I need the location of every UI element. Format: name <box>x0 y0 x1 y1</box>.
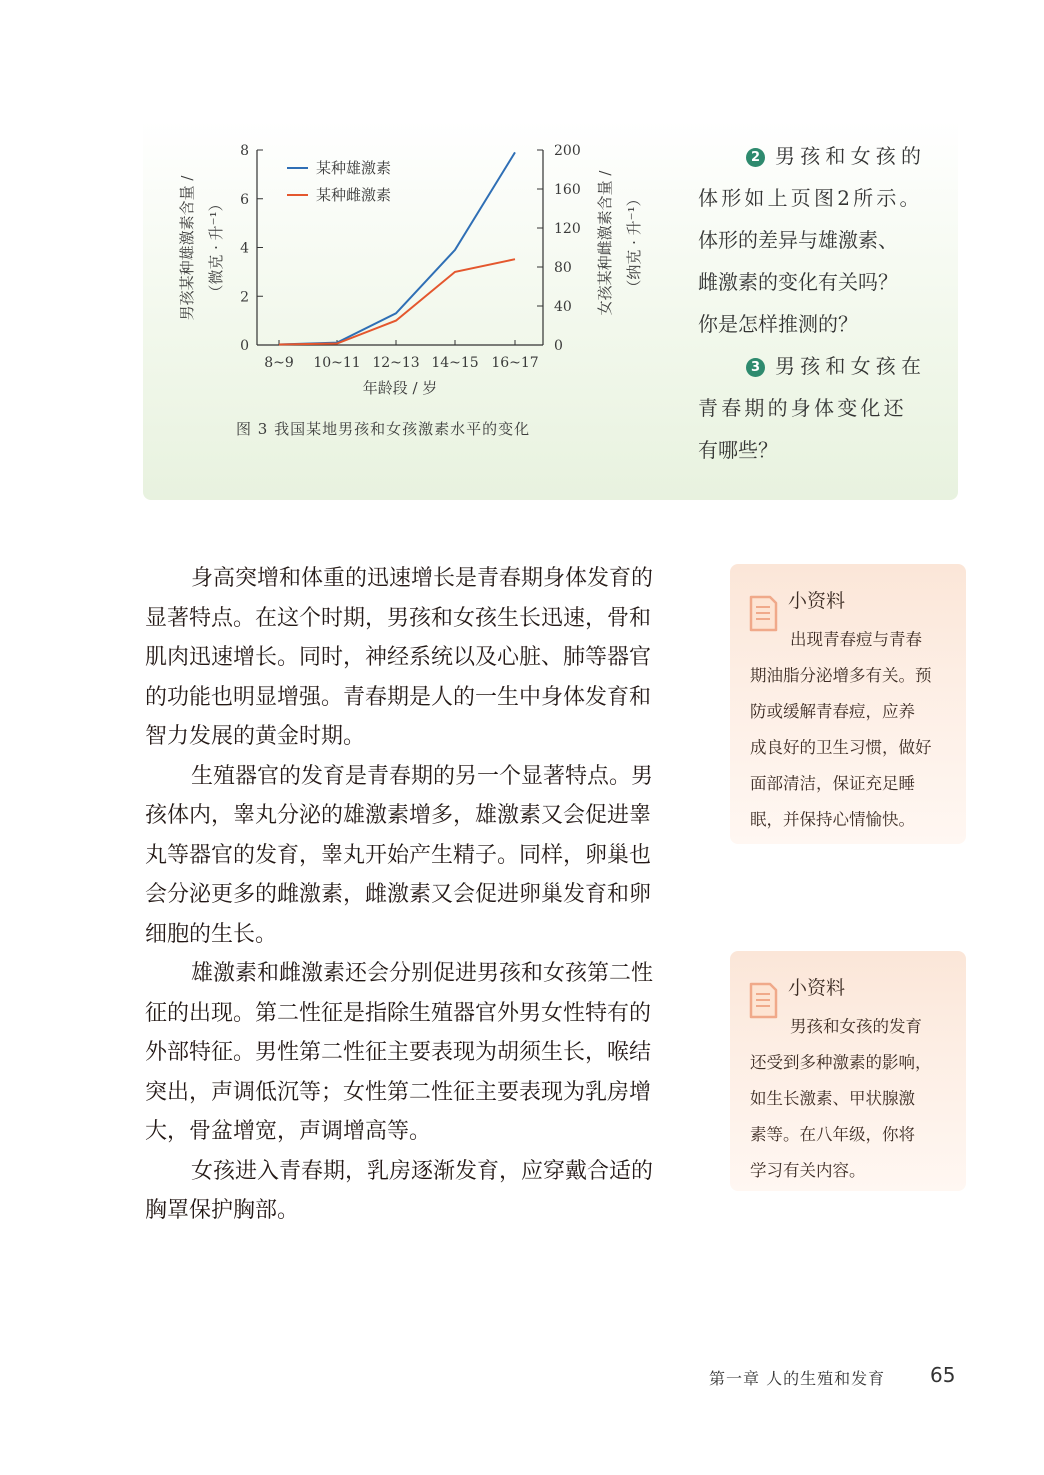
info-box-line: 男孩和女孩的发育 <box>790 1017 922 1036</box>
chapter-footer: 第一章 人的生殖和发育 <box>709 1369 886 1388</box>
info-box-line: 还受到多种激素的影响， <box>750 1053 932 1072</box>
question-3-line: 有哪些？ <box>698 438 778 462</box>
y-right-tick-label: 160 <box>554 182 581 198</box>
x-tick-label: 14~15 <box>431 355 479 371</box>
question-2-line: 雌激素的变化有关吗？ <box>698 270 898 294</box>
info-box-line: 如生长激素、甲状腺激 <box>750 1089 915 1108</box>
figure-caption: 图 3 我国某地男孩和女孩激素水平的变化 <box>236 420 531 438</box>
body-line: 显著特点。在这个时期，男孩和女孩生长迅速，骨和 <box>145 605 652 631</box>
body-line: 身高突增和体重的迅速增长是青春期身体发育的 <box>191 566 654 591</box>
chart-axes <box>178 143 643 397</box>
y-left-tick-label: 2 <box>240 289 249 306</box>
body-text <box>145 559 701 1231</box>
body-line: 会分泌更多的雌激素，雌激素又会促进卵巢发育和卵 <box>145 882 652 907</box>
page-number: 65 <box>930 1363 956 1387</box>
info-box-line: 面部清洁，保证充足睡 <box>750 774 915 793</box>
x-tick-label: 16~17 <box>491 355 539 371</box>
y-right-tick-label: 0 <box>554 338 563 354</box>
info-box-line: 眠，并保持心情愉快。 <box>750 810 915 829</box>
discussion-questions <box>698 135 938 471</box>
question-number-3: 3 <box>746 358 765 377</box>
info-box-line: 防或缓解青春痘，应养 <box>750 702 915 721</box>
y-right-axis-unit: （纳克 · 升⁻¹） <box>625 191 643 295</box>
body-line: 丸等器官的发育，睾丸开始产生精子。同样，卵巢也 <box>145 842 652 868</box>
series-line-estrogen <box>279 259 515 344</box>
info-box-hormones <box>730 951 966 1191</box>
body-line: 的功能也明显增强。青春期是人的一生中身体发育和 <box>145 684 652 710</box>
info-box-line: 成良好的卫生习惯，做好 <box>750 738 932 757</box>
y-right-tick-label: 200 <box>554 143 581 159</box>
y-left-tick-label: 8 <box>240 143 249 159</box>
y-left-axis-unit: （微克 · 升⁻¹） <box>207 196 225 300</box>
info-box-line: 学习有关内容。 <box>750 1161 866 1180</box>
y-left-axis-label: 男孩某种雄激素含量 / <box>178 175 196 321</box>
x-tick-label: 8~9 <box>264 355 294 371</box>
body-line: 女孩进入青春期，乳房逐渐发育，应穿戴合适的 <box>191 1158 654 1184</box>
body-line: 外部特征。男性第二性征主要表现为胡须生长，喉结 <box>145 1040 652 1065</box>
chart-legend <box>287 159 391 204</box>
body-line: 征的出现。第二性征是指除生殖器官外男女性特有的 <box>145 1000 652 1026</box>
body-line: 突出，声调低沉等；女性第二性征主要表现为乳房增 <box>145 1079 652 1105</box>
chart-series <box>279 152 515 344</box>
body-line: 雄激素和雌激素还会分别促进男孩和女孩第二性 <box>191 961 654 986</box>
x-axis-label: 年龄段 / 岁 <box>362 379 438 397</box>
y-right-axis-label: 女孩某种雌激素含量 / <box>596 170 614 316</box>
info-box-title: 小资料 <box>788 590 846 612</box>
body-line: 肌肉迅速增长。同时，神经系统以及心脏、肺等器官 <box>145 645 652 670</box>
x-tick-label: 10~11 <box>313 355 361 371</box>
info-box-line: 期油脂分泌增多有关。预 <box>750 666 932 685</box>
body-line: 智力发展的黄金时期。 <box>145 724 366 749</box>
info-box-title: 小资料 <box>788 977 846 999</box>
body-line: 生殖器官的发育是青春期的另一个显著特点。男 <box>191 763 654 789</box>
body-line: 胸罩保护胸部。 <box>145 1198 300 1223</box>
series-line-androgen <box>279 152 515 344</box>
body-line: 大，骨盆增宽，声调增高等。 <box>145 1119 432 1144</box>
question-number-2: 2 <box>746 148 765 167</box>
question-3-line: 男孩和女孩在 <box>775 354 927 378</box>
question-2-line: 你是怎样推测的？ <box>698 312 858 336</box>
info-box-line: 素等。在八年级，你将 <box>750 1125 915 1144</box>
legend-label: 某种雄激素 <box>316 159 392 177</box>
question-3-line: 青春期的身体变化还 <box>698 396 907 420</box>
y-left-tick-label: 6 <box>240 191 249 208</box>
body-line: 孩体内，睾丸分泌的雄激素增多，雄激素又会促进睾 <box>145 803 652 828</box>
x-tick-label: 12~13 <box>372 355 420 371</box>
y-left-tick-label: 4 <box>240 240 249 257</box>
body-line: 细胞的生长。 <box>145 921 278 947</box>
info-box-line: 出现青春痘与青春 <box>790 630 922 649</box>
question-2-line: 体形的差异与雄激素、 <box>698 228 898 252</box>
question-2-line: 体形如上页图2所示。 <box>698 186 923 210</box>
question-2-line: 男孩和女孩的 <box>775 144 927 168</box>
y-left-tick-label: 0 <box>240 338 249 354</box>
y-right-tick-label: 40 <box>554 299 572 315</box>
info-box-acne <box>730 564 966 844</box>
legend-label: 某种雌激素 <box>316 186 392 204</box>
y-right-tick-label: 120 <box>554 221 581 237</box>
y-right-tick-label: 80 <box>554 260 572 276</box>
